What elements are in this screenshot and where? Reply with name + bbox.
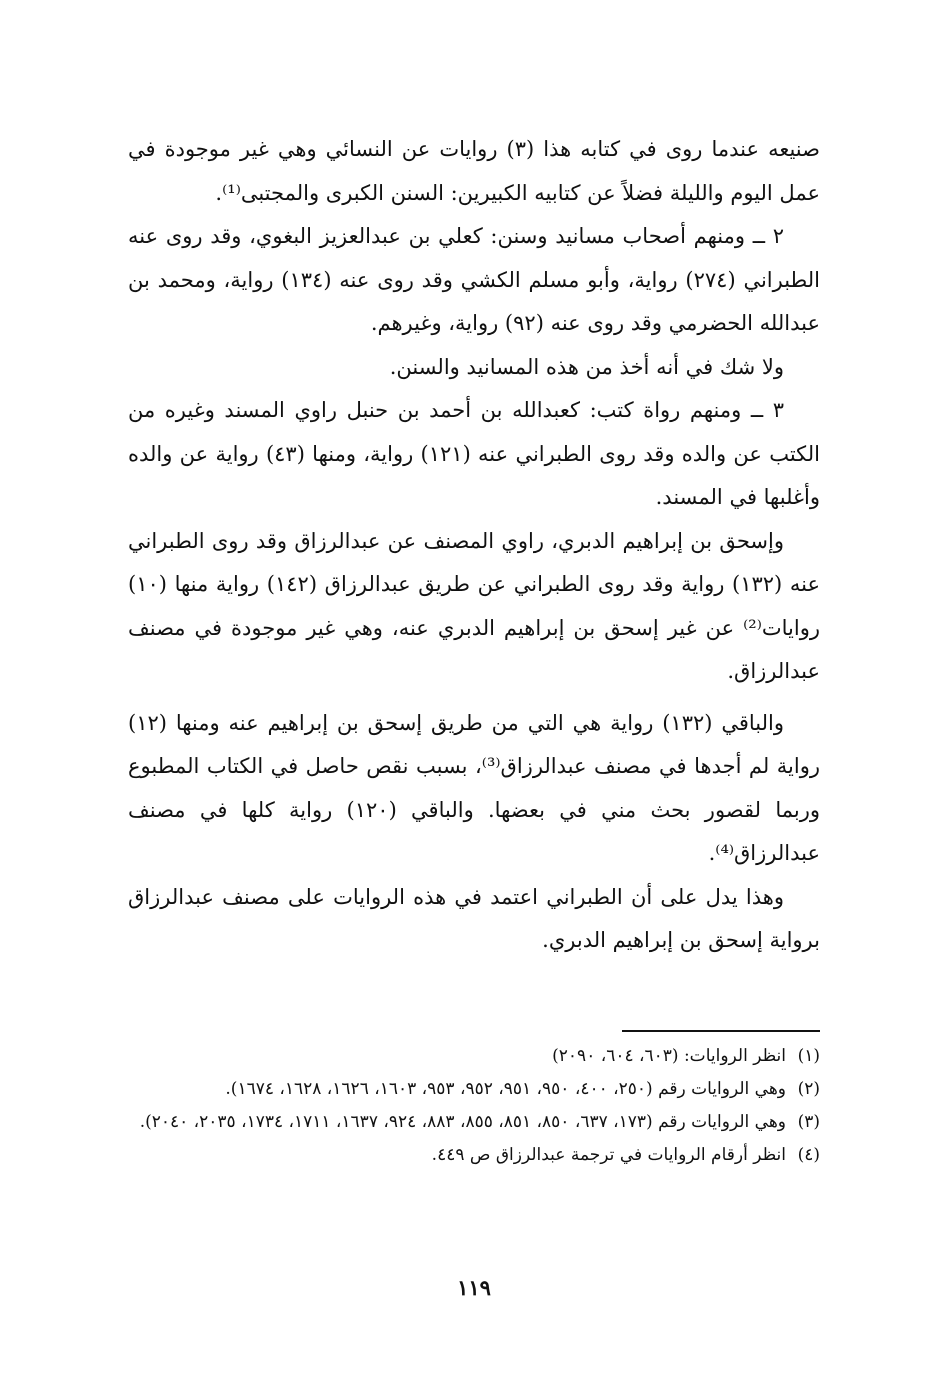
footnote-number: (١) xyxy=(797,1046,820,1066)
footnote-1 xyxy=(128,1040,820,1073)
paragraph-3: ولا شك في أنه أخذ من هذه المسانيد والسنن. xyxy=(389,354,784,379)
footnote-2 xyxy=(128,1073,820,1106)
footnote-number: (٣) xyxy=(797,1112,820,1132)
paragraph-7: وهذا يدل على أن الطبراني اعتمد في هذه الروايات على مصنف عبدالرزاق برواية إسحق بن إبراهيم الدبري. xyxy=(128,884,820,952)
footnotes xyxy=(128,1040,820,1172)
paragraph-2: ٢ ــ ومنهم أصحاب مسانيد وسنن: كعلي بن عبدالعزيز البغوي، وقد روى عنه الطبراني (٢٧٤) رواية، وأبو مسلم الكشي وقد روى عنه (١٣٤) رواية، ومحمد بن عبدالله الحضرمي وقد روى عنه (٩٢) رواية، وغيرهم. xyxy=(128,224,821,335)
footnote-4 xyxy=(128,1139,820,1172)
footnote-text: انظر الروايات: (٦٠٣، ٦٠٤، ٢٠٩٠) xyxy=(552,1046,786,1066)
footnote-text: انظر أرقام الروايات في ترجمة عبدالرزاق ص ٤٤٩. xyxy=(431,1145,786,1165)
footnote-text: وهي الروايات رقم (٢٥٠، ٤٠٠، ٩٥٠، ٩٥١، ٩٥٢، ٩٥٣، ١٦٠٣، ١٦٢٦، ١٦٢٨، ١٦٧٤). xyxy=(225,1079,786,1099)
footnote-divider xyxy=(622,1030,820,1032)
footnote-number: (٢) xyxy=(797,1079,820,1099)
paragraph-1: صنيعه عندما روى في كتابه هذا (٣) روايات عن النسائي وهي غير موجودة في عمل اليوم والليلة فضلاً عن كتابيه الكبيرين: السنن الكبرى والمجتبى⁽¹⁾. xyxy=(128,137,820,205)
paragraph-4: ٣ ــ ومنهم رواة كتب: كعبدالله بن أحمد بن حنبل راوي المسند وغيره من الكتب عن والده وقد روى الطبراني عنه (١٢١) رواية، ومنها (٤٣) رواية عن والده وأغلبها في المسند. xyxy=(128,398,820,509)
footnote-3 xyxy=(128,1106,820,1139)
paragraph-5: وإسحق بن إبراهيم الدبري، راوي المصنف عن عبدالرزاق وقد روى الطبراني عنه (١٣٢) رواية وقد روى الطبراني عن طريق عبدالرزاق (١٤٢) رواية منها (١٠) روايات⁽²⁾ عن غير إسحق بن إبراهيم الدبري عنه، وهي غير موجودة في مصنف عبدالرزاق. xyxy=(128,528,821,683)
page-number: ١١٩ xyxy=(457,1275,491,1300)
footnote-number: (٤) xyxy=(797,1145,820,1165)
footnote-text: وهي الروايات رقم (١٧٣، ٦٣٧، ٨٥٠، ٨٥١، ٨٥٥، ٨٨٣، ٩٢٤، ١٦٣٧، ١٧١١، ١٧٣٤، ٢٠٣٥، ٢٠٤٠). xyxy=(139,1112,786,1132)
paragraph-6: والباقي (١٣٢) رواية هي التي من طريق إسحق بن إبراهيم عنه ومنها (١٢) رواية لم أجدها في مصنف عبدالرزاق⁽³⁾، بسبب نقص حاصل في الكتاب المطبوع وربما لقصور بحث مني في بعضها. والباقي (١٢٠) رواية كلها في مصنف عبدالرزاق⁽⁴⁾. xyxy=(128,710,820,865)
main-text xyxy=(128,128,820,963)
